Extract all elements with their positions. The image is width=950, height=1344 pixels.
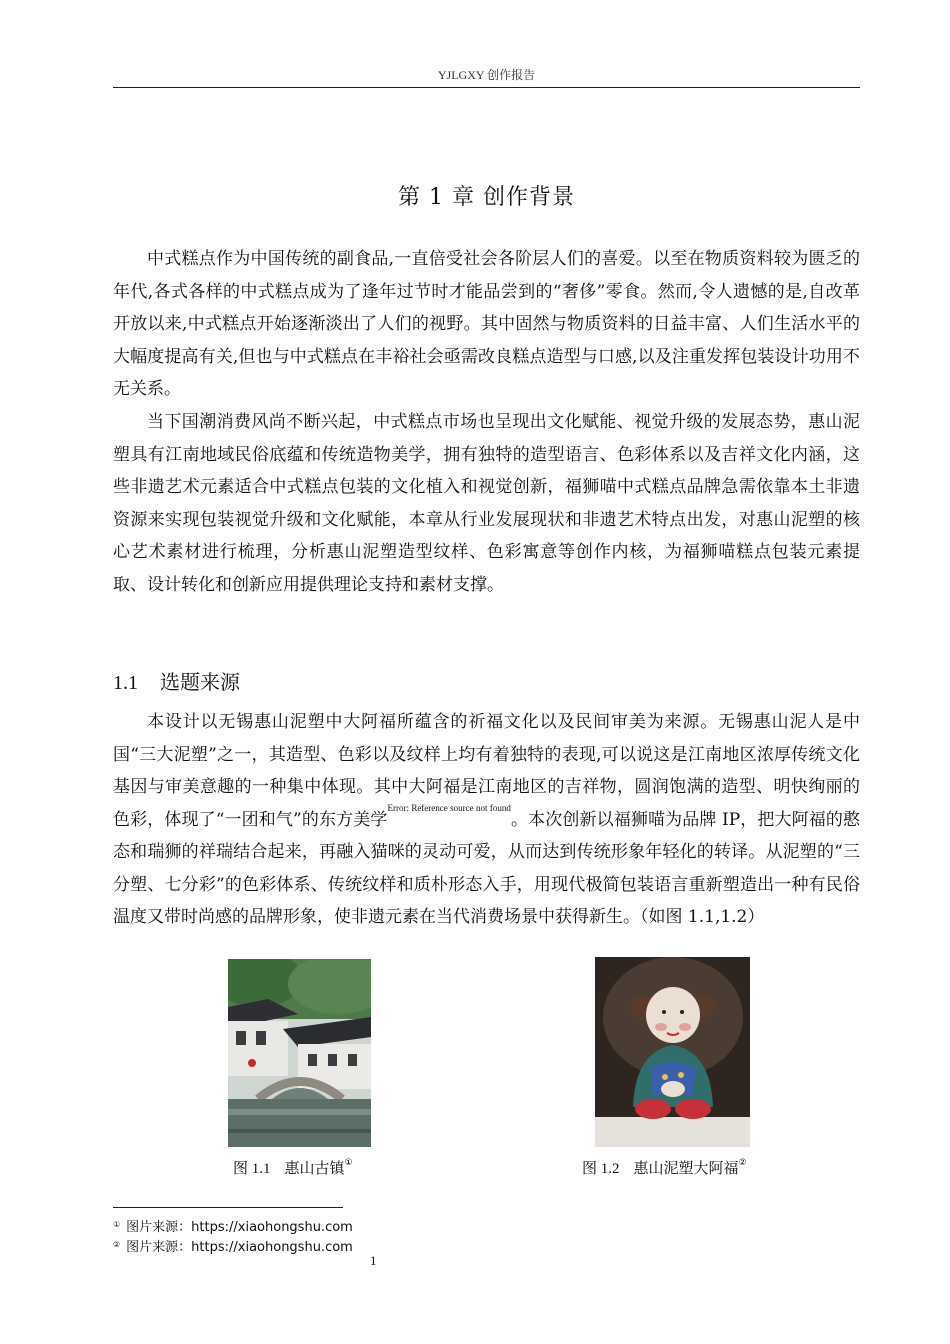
paragraph-text: 当下国潮消费风尚不断兴起，中式糕点市场也呈现出文化赋能、视觉升级的发展态势，惠山泥塑具有江南地域民俗底蕴和传统造物美学，拥有独特的造型语言、色彩体系以及吉祥文化内涵，这些非遗艺术元素适合中式糕点包装的文化植入和视觉创新，福狮喵中式糕点品牌急需依靠本土非遗资源来实现包装视觉升级和文化赋能，本章从行业发展现状和非遗艺术特点出发，对惠山泥塑的核心艺术素材进行梳理，分析惠山泥塑造型纹样、色彩寓意等创作内核，为福狮喵糕点包装元素提取、设计转化和创新应用提供理论支持和素材支撑。 [113, 412, 860, 595]
figure-number: 图 1.2 [582, 1161, 620, 1177]
footnote-text: 图片来源：https://xiaohongshu.com [126, 1240, 353, 1255]
body-paragraph-1 [113, 243, 860, 406]
figure-caption-text: 惠山古镇 [284, 1159, 345, 1177]
figure-huishan-town-image [228, 959, 371, 1147]
section-paragraph [113, 706, 860, 934]
header-rule [113, 87, 860, 88]
footnote-text: 图片来源：https://xiaohongshu.com [126, 1220, 353, 1235]
section-paragraph-text [113, 706, 860, 934]
footnote-1 [113, 1216, 353, 1235]
section-title: 选题来源 [160, 670, 240, 694]
section-number: 1.1 [113, 672, 138, 694]
page-header: YJLGXY 创作报告 [437, 68, 536, 82]
footnote-mark: ① [344, 1158, 353, 1168]
body-paragraph-2 [113, 406, 860, 601]
figure-caption-1 [233, 1157, 353, 1178]
footnote-mark: ② [738, 1158, 747, 1168]
figure-number: 图 1.1 [233, 1161, 271, 1177]
footnote-mark: ② [113, 1240, 121, 1249]
section-heading [113, 666, 240, 695]
chapter-title: 第 1 章 创作背景 [398, 185, 575, 210]
reference-error: Error: Reference source not found [387, 802, 511, 813]
paragraph-text: 中式糕点作为中国传统的副食品,一直倍受社会各阶层人们的喜爱。以至在物质资料较为匮乏的年代,各式各样的中式糕点成为了逢年过节时才能品尝到的“奢侈”零食。然而,令人遗憾的是,自改革开放以来,中式糕点开始逐渐淡出了人们的视野。其中固然与物质资料的日益丰富、人们生活水平的大幅度提高有关,但也与中式糕点在丰裕社会亟需改良糕点造型与口感,以及注重发挥包装设计功用不无关系。 [113, 249, 860, 399]
figure-caption-2 [582, 1157, 747, 1178]
section-paragraph-part2: 。本次创新以福狮喵为品牌 IP，把大阿福的憨态和瑞狮的祥瑞结合起来，再融入猫咪的灵动可爱，从而达到传统形象年轻化的转译。从泥塑的“三分塑、七分彩”的色彩体系、传统纹样和质朴形态入手，用现代极简包装语言重新塑造出一种有民俗温度又带时尚感的品牌形象，使非遗元素在当代消费场景中获得新生。（如图 1.1,1.2） [113, 809, 860, 927]
footnote-mark: ① [113, 1220, 121, 1229]
figure-caption-text: 惠山泥塑大阿福 [633, 1159, 739, 1177]
footnote-rule [113, 1207, 343, 1208]
figure-da-a-fu-image [595, 957, 750, 1147]
section-paragraph-part1: 本设计以无锡惠山泥塑中大阿福所蕴含的祈福文化以及民间审美为来源。无锡惠山泥人是中国“三大泥塑”之一，其造型、色彩以及纹样上均有着独特的表现,可以说这是江南地区浓厚传统文化基因与审美意趣的一种集中体现。其中大阿福是江南地区的吉祥物，圆润饱满的造型、明快绚丽的色彩，体现了“一团和气”的东方美学 [113, 712, 860, 830]
footnote-2 [113, 1236, 353, 1255]
page-number: 1 [370, 1253, 377, 1268]
